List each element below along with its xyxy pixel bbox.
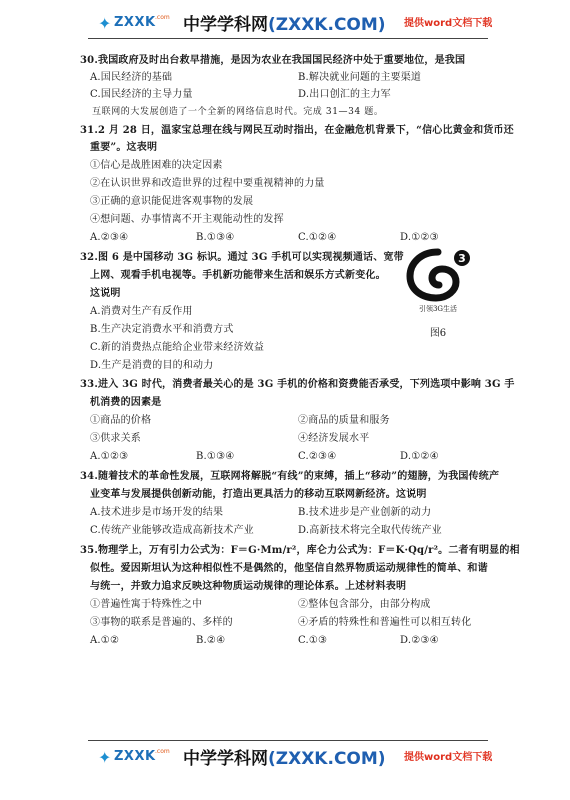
question-33-stem: 33.进入 3G 时代，消费者最关心的是 3G 手机的价格和资费能否承受，下列选项中影响 3G 手 — [80, 379, 515, 390]
header-divider — [88, 38, 488, 39]
q35-option-d: D.②③④ — [400, 635, 439, 646]
q33-item-4: ④经济发展水平 — [298, 433, 370, 444]
figure-caption: 引领3G生活 — [418, 305, 458, 313]
download-link-footer[interactable]: 提供word文档下载 — [404, 752, 493, 763]
question-35-stem: 35.物理学上，万有引力公式为：F＝G·Mm/r²，库仑力公式为：F＝K·Qq/r²。二者有明显的相 — [80, 545, 520, 556]
logo-text: ZXXK — [114, 749, 156, 764]
q35-option-c: C.①③ — [298, 635, 328, 646]
q35-option-a: A.①② — [90, 635, 120, 646]
zxxk-logo — [98, 12, 176, 34]
download-link[interactable]: 提供word文档下载 — [404, 18, 493, 29]
q32-option-d: D.生产是消费的目的和动力 — [90, 360, 214, 371]
logo-text: ZXXK — [114, 15, 156, 30]
china-mobile-3g-logo-icon — [398, 244, 478, 304]
question-30-stem: 30.我国政府及时出台救早措施，是因为农业在我国国民经济中处于重要地位，是我国 — [80, 55, 466, 66]
q31-item-4: ④想问题、办事情离不开主观能动性的发挥 — [90, 214, 284, 225]
question-34-stem: 34.随着技术的革命性发展，互联网将解脱“有线”的束缚，插上“移动”的翅膀，为我国传统产 — [80, 471, 500, 482]
q30-option-a: A.国民经济的基础 — [90, 72, 173, 83]
site-title-footer — [183, 744, 386, 769]
site-name: 中学学科网 — [183, 749, 268, 769]
q31-item-3: ③正确的意识能促进客观事物的发展 — [90, 196, 254, 207]
logo-sub: .com — [155, 14, 170, 21]
logo-figure-icon: ✦ — [98, 14, 112, 33]
zxxk-logo-footer — [98, 746, 176, 768]
logo-figure-icon: ✦ — [98, 748, 112, 767]
q34-option-d: D.高新技术将完全取代传统产业 — [298, 525, 442, 536]
q31-item-2: ②在认识世界和改造世界的过程中要重视精神的力量 — [90, 178, 325, 189]
q35-item-2: ②整体包含部分，由部分构成 — [298, 599, 431, 610]
q31-option-c: C.①②④ — [298, 232, 337, 243]
question-33-stem-cont: 机消费的因素是 — [90, 397, 162, 408]
site-url: (ZXXK.COM) — [268, 15, 386, 35]
q35-item-1: ①普遍性寓于特殊性之中 — [90, 599, 203, 610]
section-intro: 互联网的大发展创造了一个全新的网络信息时代。完成 31—34 题。 — [92, 107, 384, 117]
figure-label: 图6 — [429, 328, 447, 339]
q33-item-3: ③供求关系 — [90, 433, 141, 444]
q34-option-a: A.技术进步是市场开发的结果 — [90, 507, 224, 518]
q33-option-a: A.①②③ — [90, 451, 129, 462]
site-name: 中学学科网 — [183, 15, 268, 35]
question-35-stem-cont: 似性。爱因斯坦认为这种相似性不是偶然的，他坚信自然界物质运动规律性的简单、和谐 — [90, 563, 488, 574]
q30-option-d: D.出口创汇的主力军 — [298, 89, 391, 100]
q31-option-d: D.①②③ — [400, 232, 439, 243]
q31-item-1: ①信心是战胜困难的决定因素 — [90, 160, 223, 171]
q33-option-b: B.①③④ — [196, 451, 235, 462]
q35-item-4: ④矛盾的特殊性和普遍性可以相互转化 — [298, 617, 472, 628]
logo-badge-text: 3 — [458, 252, 466, 265]
q35-item-3: ③事物的联系是普遍的、多样的 — [90, 617, 233, 628]
page-header — [0, 6, 570, 40]
q32-option-b: B.生产决定消费水平和消费方式 — [90, 324, 234, 335]
q33-item-1: ①商品的价格 — [90, 415, 152, 426]
q30-option-b: B.解决就业问题的主要渠道 — [298, 72, 422, 83]
site-url: (ZXXK.COM) — [268, 749, 386, 769]
q32-option-a: A.消费对生产有反作用 — [90, 306, 193, 317]
question-32-stem-cont: 上网、观看手机电视等。手机新功能带来生活和娱乐方式新变化。 — [90, 270, 386, 281]
q33-item-2: ②商品的质量和服务 — [298, 415, 390, 426]
q33-option-c: C.②③④ — [298, 451, 337, 462]
site-title — [183, 10, 386, 35]
q33-option-d: D.①②④ — [400, 451, 439, 462]
q31-option-a: A.②③④ — [90, 232, 129, 243]
q30-option-c: C.国民经济的主导力量 — [90, 89, 193, 100]
question-35-stem-end: 与统一，并致力追求反映这种物质运动规律的理论体系。上述材料表明 — [90, 581, 407, 592]
question-32-stem: 32.图 6 是中国移动 3G 标识。通过 3G 手机可以实现视频通话、宽带 — [80, 252, 404, 263]
question-32-stem-end: 这说明 — [90, 288, 121, 299]
q34-option-b: B.技术进步是产业创新的动力 — [298, 507, 432, 518]
figure-6 — [398, 244, 478, 340]
q35-option-b: B.②④ — [196, 635, 226, 646]
q32-option-c: C.新的消费热点能给企业带来经济效益 — [90, 342, 265, 353]
page-footer — [0, 740, 570, 774]
question-31-stem: 31.2 月 28 日，温家宝总理在线与网民互动时指出，在金融危机背景下，“信心比黄金和货币还 — [80, 125, 514, 136]
q34-option-c: C.传统产业能够改造成高新技术产业 — [90, 525, 254, 536]
question-31-stem-cont: 重要”。这表明 — [90, 142, 158, 153]
logo-sub: .com — [155, 748, 170, 755]
q31-option-b: B.①③④ — [196, 232, 235, 243]
question-34-stem-cont: 业变革与发展提供创新动能，打造出更具活力的移动互联网新经济。这说明 — [90, 489, 427, 500]
footer-divider — [88, 740, 488, 741]
